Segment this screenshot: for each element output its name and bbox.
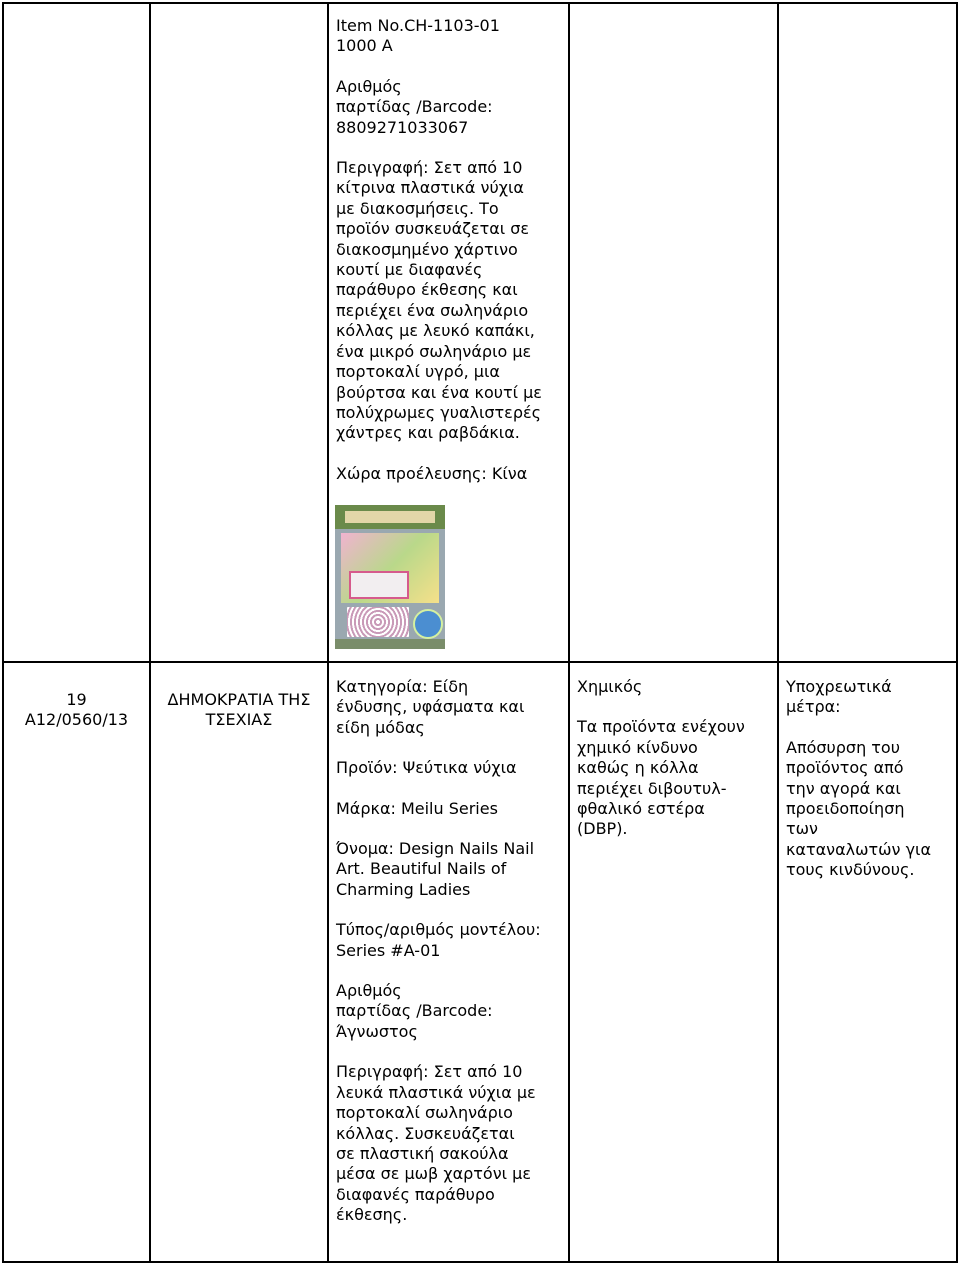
- table-border-top: [2, 2, 958, 4]
- table-border-right: [956, 2, 958, 1263]
- product-description: Περιγραφή: Σετ από 10 λευκά πλαστικά νύχια με πορτοκαλί σωληνάριο κόλλας. Συσκευάζεται σε πλαστική σακούλα μέσα σε μωβ χαρτόνι με διαφανές παράθυρο έκθεσης.: [336, 1062, 536, 1225]
- row2-product-cell: [336, 677, 568, 1226]
- reference-code: A12/0560/13: [24, 710, 129, 730]
- column-divider: [568, 2, 570, 1263]
- column-divider: [777, 2, 779, 1263]
- row2-measures-cell: [786, 677, 956, 881]
- item-number: Item No.CH-1103-01 1000 A: [336, 16, 500, 56]
- country-name: ΔΗΜΟΚΡΑΤΙΑ ΤΗΣ ΤΣΕΧΙΑΣ: [167, 690, 311, 730]
- product-name: Όνομα: Design Nails Nail Art. Beautiful Nails of Charming Ladies: [336, 839, 535, 899]
- product-model: Τύπος/αριθμός μοντέλου: Series #A-01: [336, 920, 541, 960]
- barcode: Αριθμός παρτίδας /Barcode: Άγνωστος: [336, 981, 493, 1041]
- table-border-bottom: [2, 1261, 958, 1263]
- barcode: Αριθμός παρτίδας /Barcode: 8809271033067: [336, 76, 493, 137]
- product-category: Κατηγορία: Είδη ένδυσης, υφάσματα και είδη μόδας: [336, 677, 525, 737]
- row2-number-cell: [4, 690, 149, 731]
- product-brand: Μάρκα: Meilu Series: [336, 798, 498, 818]
- risk-description: Τα προϊόντα ενέχουν χημικό κίνδυνο καθώς η κόλλα περιέχει διβουτυλ- φθαλικό εστέρα (DBP).: [577, 717, 745, 839]
- row-number: 19: [66, 690, 87, 709]
- row2-country-cell: [151, 690, 327, 731]
- origin-country: Χώρα προέλευσης: Κίνα: [336, 463, 528, 483]
- row-divider: [2, 661, 958, 663]
- row1-product-cell: [336, 16, 568, 484]
- row2-risk-cell: [577, 677, 777, 840]
- measures-description: Απόσυρση του προϊόντος από την αγορά και προειδοποίηση των καταναλωτών για τους κινδύνους.: [786, 737, 931, 880]
- product-photo: [335, 505, 445, 649]
- risk-type: Χημικός: [577, 677, 643, 696]
- measures-title: Υποχρεωτικά μέτρα:: [786, 677, 892, 717]
- product-type: Προϊόν: Ψεύτικα νύχια: [336, 758, 517, 778]
- column-divider: [149, 2, 151, 1263]
- column-divider: [327, 2, 329, 1263]
- product-description: Περιγραφή: Σετ από 10 κίτρινα πλαστικά νύχια με διακοσμήσεις. Το προϊόν συσκευάζεται σε διακοσμημένο χάρτινο κουτί με διαφανές παράθυρο έκθεσης και περιέχει ένα σωληνάριο κόλλας με λευκό καπάκι, ένα μικρό σωληνάριο με πορτοκαλί υγρό, μια βούρτσα και ένα κουτί με πολύχρωμες γυαλιστερές χάντρες και ραβδάκια.: [336, 158, 542, 443]
- table-border-left: [2, 2, 4, 1263]
